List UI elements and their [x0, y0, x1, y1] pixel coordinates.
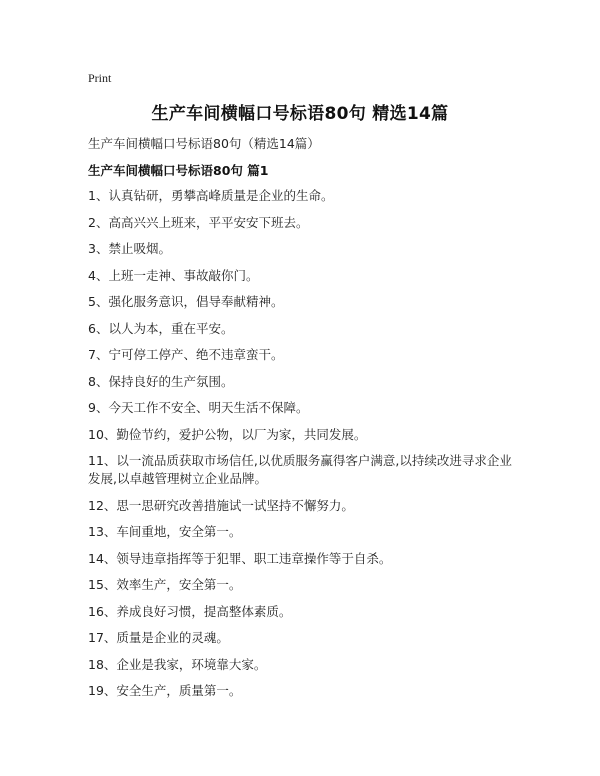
list-item: 19、安全生产，质量第一。 — [88, 683, 242, 698]
list-item: 18、企业是我家，环境靠大家。 — [88, 656, 267, 672]
list-item: 13、车间重地，安全第一。 — [88, 524, 242, 539]
list-item: 1、认真钻研，勇攀高峰质量是企业的生命。 — [88, 188, 334, 203]
section-heading: 生产车间横幅口号标语80句 篇1 — [88, 163, 269, 178]
list-item: 7、宁可停工停产、绝不违章蛮干。 — [88, 347, 284, 362]
slogan-list — [88, 187, 518, 709]
document-subtitle: 生产车间横幅口号标语80句（精选14篇） — [88, 136, 320, 151]
list-item: 8、保持良好的生产氛围。 — [88, 373, 234, 389]
page-title: 生产车间横幅口号标语80句 精选14篇 — [151, 104, 449, 124]
list-item: 15、效率生产，安全第一。 — [88, 577, 242, 592]
list-item: 16、养成良好习惯，提高整体素质。 — [88, 603, 292, 619]
list-item: 2、高高兴兴上班来，平平安安下班去。 — [88, 214, 309, 230]
list-item: 6、以人为本，重在平安。 — [88, 320, 234, 336]
list-item: 10、勤俭节约，爱护公物，以厂为家，共同发展。 — [88, 426, 367, 442]
list-item: 14、领导违章指挥等于犯罪、职工违章操作等于自杀。 — [88, 550, 392, 566]
print-label[interactable]: Print — [88, 71, 112, 85]
list-item: 17、质量是企业的灵魂。 — [88, 630, 229, 645]
list-item: 3、禁止吸烟。 — [88, 241, 171, 256]
list-item: 12、思一思研究改善措施试一试坚持不懈努力。 — [88, 497, 354, 513]
list-item: 5、强化服务意识，倡导奉献精神。 — [88, 294, 284, 309]
list-item: 9、今天工作不安全、明天生活不保障。 — [88, 400, 309, 415]
list-item: 4、上班一走神、事故敲你门。 — [88, 267, 259, 283]
list-item: 11、以一流品质获取市场信任,以优质服务赢得客户满意,以持续改进寻求企业发展,以卓越管理树立企业品牌。 — [88, 453, 512, 486]
